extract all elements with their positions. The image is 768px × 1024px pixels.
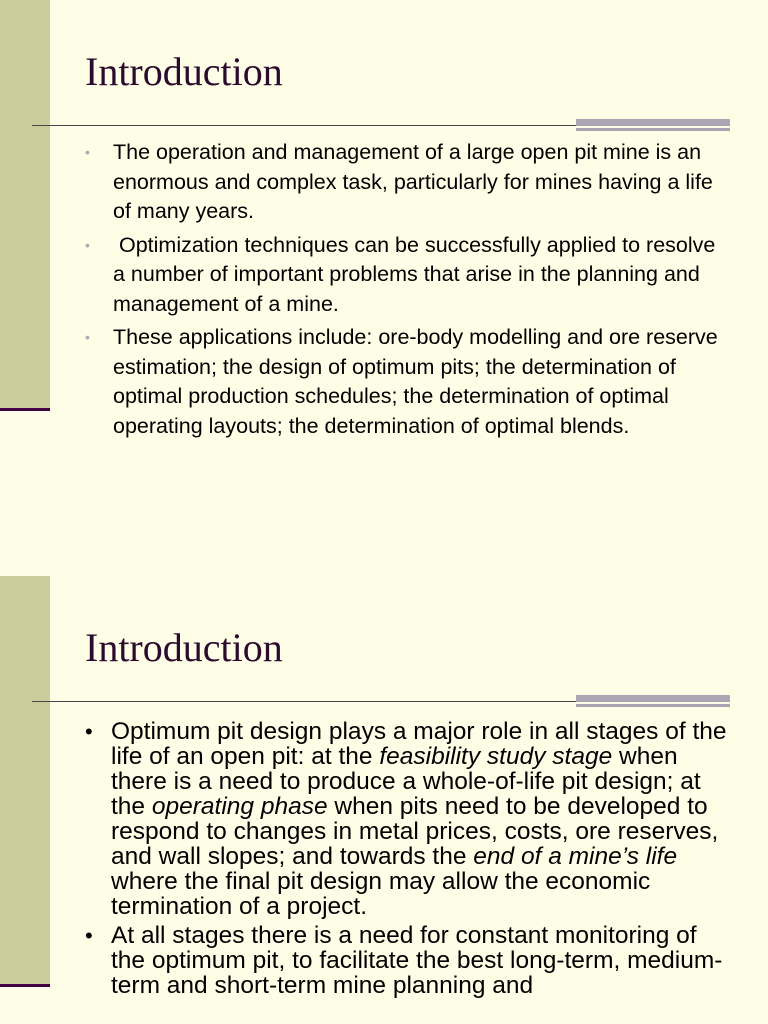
sidebar-stripe xyxy=(0,0,50,408)
list-item xyxy=(85,138,725,227)
sidebar-stripe xyxy=(0,576,50,984)
slide-2 xyxy=(0,576,768,1024)
list-item xyxy=(85,323,725,441)
bullet-text: The operation and management of a large open pit mine is an enormous and complex task, particularly for mines having a life of many years. xyxy=(113,140,713,223)
bullet-text: At all stages there is a need for constant monitoring of the optimum pit, to facilitate the best long-term, medium-term and short-term mine planning and xyxy=(111,922,723,999)
bullet-text: These applications include: ore-body modelling and ore reserve estimation; the design of optimum pits; the determination of optimal production schedules; the determination of optimal operating layouts; the determination of optimal blends. xyxy=(113,325,718,438)
title-divider-accent xyxy=(576,119,730,126)
list-item xyxy=(85,231,725,320)
bullet-list xyxy=(85,719,735,1002)
slide-title: Introduction xyxy=(85,625,283,670)
bullet-icon: • xyxy=(85,719,93,744)
bullet-icon: • xyxy=(85,144,90,160)
bullet-list xyxy=(85,138,725,445)
title-divider-accent xyxy=(576,695,730,702)
bullet-text: Optimization techniques can be successfully applied to resolve a number of important problems that arise in the planning and management of a mine. xyxy=(113,232,722,316)
list-item xyxy=(85,923,735,998)
bullet-text: Optimum pit design plays a major role in all stages of the life of an open pit: at the feasibility study stage when there is a need to produce a whole-of-life pit design; at the operating phase when pits need to be developed to respond to changes in metal prices, costs, ore reserves, and wall slopes; and towards the end of a mine’s life where the final pit design may allow the economic termination of a project. xyxy=(111,718,727,920)
sidebar-accent-line xyxy=(0,408,50,411)
bullet-icon: • xyxy=(85,329,90,345)
sidebar-accent-line xyxy=(0,984,50,987)
bullet-icon: • xyxy=(85,923,93,948)
bullet-icon: • xyxy=(85,236,90,253)
slide-title: Introduction xyxy=(85,49,283,94)
list-item xyxy=(85,719,735,919)
